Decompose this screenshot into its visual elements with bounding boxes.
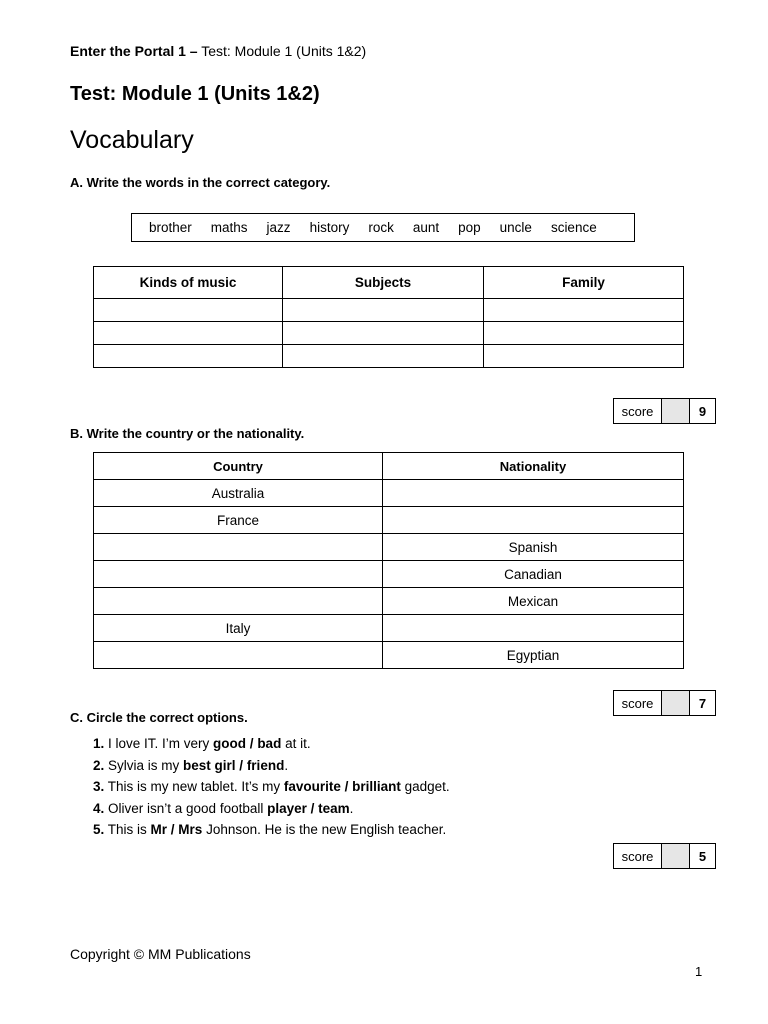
option-2[interactable]: team [318, 800, 350, 816]
header-test: Test: Module 1 (Units 1&2) [197, 43, 367, 59]
col-header-country: Country [94, 453, 383, 480]
copyright: Copyright © MM Publications [70, 946, 251, 962]
nationality-cell[interactable]: Canadian [383, 561, 684, 588]
col-header-subjects: Subjects [283, 267, 484, 299]
item-number: 2. [93, 757, 105, 773]
table-row [94, 561, 684, 588]
word-box [131, 213, 635, 242]
answer-cell[interactable] [484, 322, 684, 345]
option-1[interactable]: good [213, 736, 247, 751]
answer-cell[interactable] [283, 299, 484, 322]
options-list [93, 735, 450, 843]
nationality-cell[interactable] [383, 480, 684, 507]
item-number: 4. [93, 800, 105, 816]
col-header-music: Kinds of music [94, 267, 283, 299]
table-row [94, 588, 684, 615]
option-1[interactable]: Mr [150, 822, 168, 837]
score-input[interactable] [662, 399, 690, 423]
item-text: This is my new tablet. It’s my [104, 779, 284, 794]
item-number: 3. [93, 779, 105, 794]
page-number: 1 [695, 964, 703, 979]
score-label: score [614, 399, 662, 423]
score-box-a [613, 398, 716, 424]
option-separator: / [167, 822, 179, 837]
option-2[interactable]: Mrs [178, 822, 203, 837]
answer-cell[interactable] [484, 299, 684, 322]
page-title: Test: Module 1 (Units 1&2) [70, 83, 320, 105]
list-item [93, 778, 450, 800]
word: history [309, 220, 350, 235]
item-text: Johnson. He is the new English teacher. [202, 822, 447, 837]
table-row [94, 299, 684, 322]
word: brother [149, 220, 192, 235]
item-text: at it. [281, 736, 311, 751]
score-input[interactable] [662, 691, 690, 715]
option-separator: / [246, 736, 258, 751]
item-text: I love IT. I’m very [104, 736, 214, 751]
list-item [93, 800, 450, 822]
score-total: 9 [698, 403, 707, 419]
table-row [94, 642, 684, 669]
running-header [70, 43, 366, 59]
country-table [93, 452, 684, 669]
table-row [94, 480, 684, 507]
country-cell[interactable] [94, 588, 383, 615]
score-box-b [613, 690, 716, 716]
table-row [94, 507, 684, 534]
score-label: score [614, 691, 662, 715]
table-row [94, 534, 684, 561]
answer-cell[interactable] [283, 322, 484, 345]
list-item [93, 735, 450, 757]
country-cell[interactable]: Australia [94, 480, 383, 507]
item-text: This is [104, 822, 151, 837]
section-heading: Vocabulary [70, 126, 194, 154]
option-1[interactable]: favourite [283, 779, 341, 794]
item-text: Oliver isn’t a good football [104, 800, 268, 816]
word: maths [210, 220, 248, 235]
item-text: gadget. [400, 779, 450, 794]
answer-cell[interactable] [94, 299, 283, 322]
option-separator: / [340, 779, 353, 794]
country-cell[interactable] [94, 534, 383, 561]
word: science [550, 220, 597, 235]
score-input[interactable] [662, 844, 690, 868]
word: pop [458, 220, 481, 235]
instruction-c: C. Circle the correct options. [70, 710, 248, 725]
table-row [94, 345, 684, 368]
word: aunt [412, 220, 440, 235]
score-box-c [613, 843, 716, 869]
list-item [93, 821, 450, 843]
nationality-cell[interactable]: Mexican [383, 588, 684, 615]
category-table [93, 266, 684, 368]
answer-cell[interactable] [283, 345, 484, 368]
word: jazz [266, 220, 291, 235]
option-separator: / [235, 757, 247, 773]
list-item [93, 757, 450, 779]
score-total: 5 [698, 848, 707, 864]
header-series: Enter the Portal 1 – [70, 43, 198, 59]
item-number: 1. [93, 736, 105, 751]
option-2[interactable]: friend [246, 757, 285, 773]
instruction-b: B. Write the country or the nationality. [70, 426, 305, 441]
item-text: . [349, 800, 354, 816]
word: uncle [499, 220, 532, 235]
nationality-cell[interactable]: Egyptian [383, 642, 684, 669]
score-total: 7 [698, 695, 707, 711]
country-cell[interactable] [94, 642, 383, 669]
col-header-nationality: Nationality [383, 453, 684, 480]
answer-cell[interactable] [94, 322, 283, 345]
item-text: . [284, 757, 289, 773]
option-2[interactable]: bad [257, 736, 282, 751]
country-cell[interactable]: France [94, 507, 383, 534]
item-number: 5. [93, 822, 105, 837]
table-row [94, 615, 684, 642]
option-1[interactable]: best girl [183, 757, 236, 773]
answer-cell[interactable] [484, 345, 684, 368]
country-cell[interactable]: Italy [94, 615, 383, 642]
col-header-family: Family [484, 267, 684, 299]
item-text: Sylvia is my [104, 757, 184, 773]
table-row [94, 322, 684, 345]
option-1[interactable]: player [267, 800, 307, 816]
nationality-cell[interactable]: Spanish [383, 534, 684, 561]
nationality-cell[interactable] [383, 615, 684, 642]
word: rock [368, 220, 394, 235]
instruction-a: A. Write the words in the correct category. [70, 175, 331, 190]
answer-cell[interactable] [94, 345, 283, 368]
nationality-cell[interactable] [383, 507, 684, 534]
country-cell[interactable] [94, 561, 383, 588]
option-separator: / [306, 800, 319, 816]
option-2[interactable]: brilliant [352, 779, 401, 794]
score-label: score [614, 844, 662, 868]
